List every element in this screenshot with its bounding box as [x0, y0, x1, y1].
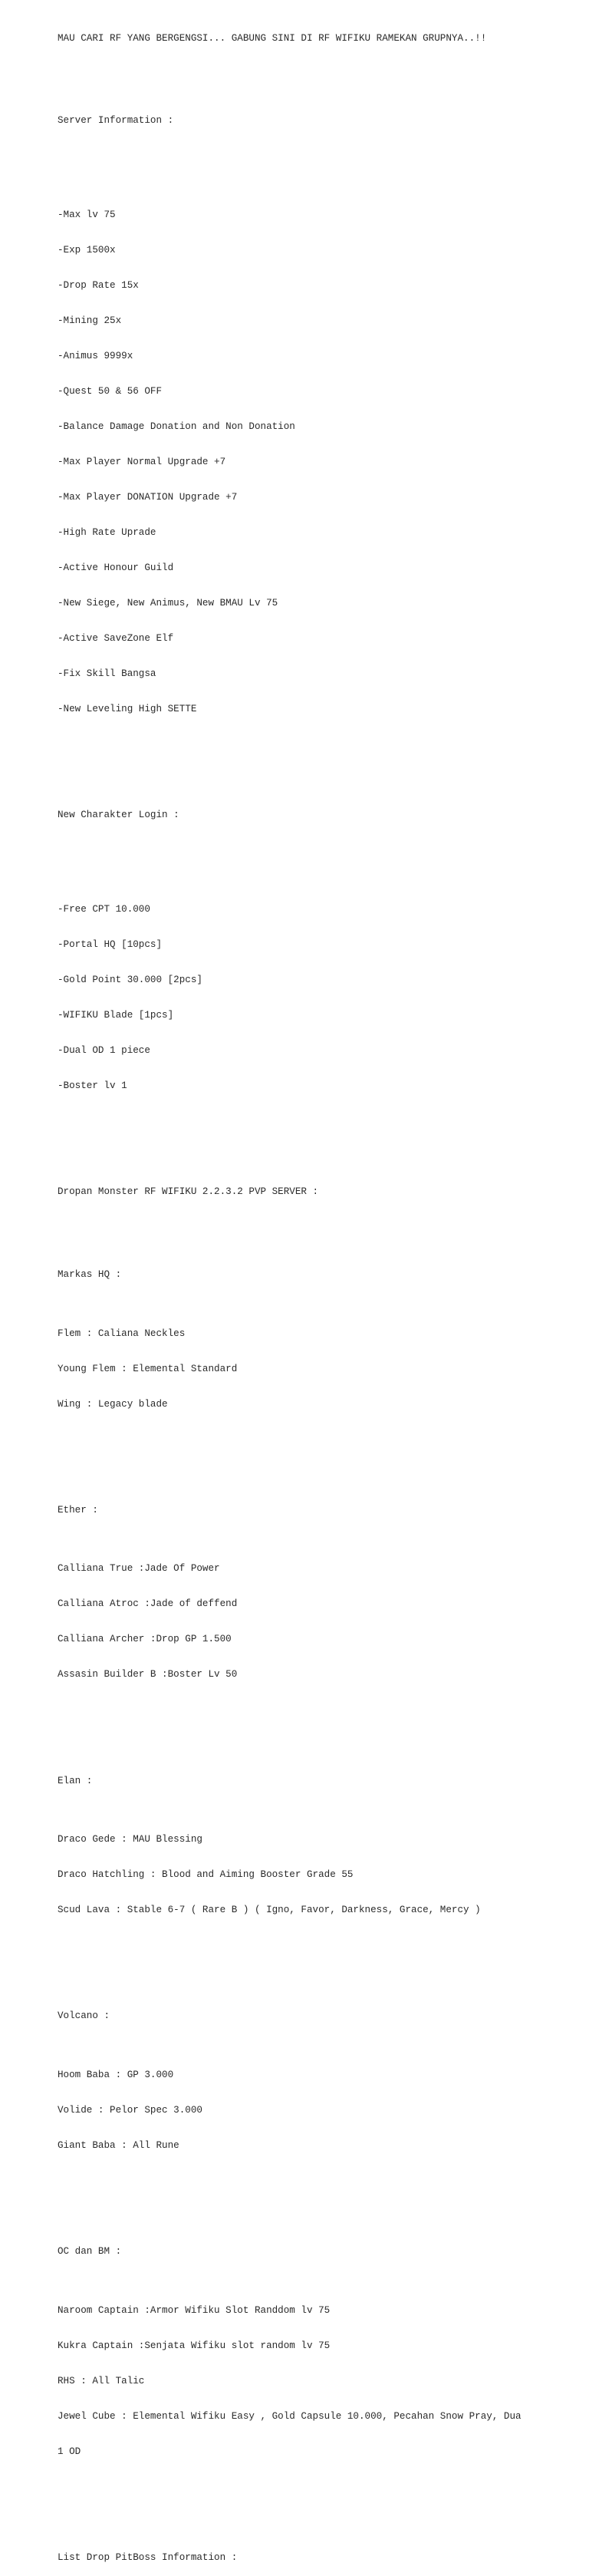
login-item: -WIFIKU Blade [1pcs] [58, 1010, 174, 1021]
drop-item: Giant Baba : All Rune [58, 2140, 179, 2152]
drop-item: Calliana Archer :Drop GP 1.500 [58, 1634, 232, 1645]
elan-title: Elan : [58, 1775, 93, 1786]
drop-item: Hoom Baba : GP 3.000 [58, 2070, 174, 2081]
server-info-item: -Exp 1500x [58, 244, 116, 256]
server-info-title: Server Information : [58, 115, 174, 127]
spacer [58, 1457, 564, 1469]
drop-item: Young Flem : Elemental Standard [58, 1363, 238, 1374]
ether-title: Ether : [58, 1504, 98, 1516]
document-body [58, 9, 564, 2576]
markas-title: Markas HQ : [58, 1268, 122, 1280]
login-item: -Portal HQ [10pcs] [58, 939, 163, 951]
server-info-item: -Mining 25x [58, 315, 122, 326]
login-title: New Charakter Login : [58, 810, 179, 821]
drop-item: Draco Hatchling : Blood and Aiming Booster Grade 55 [58, 1869, 354, 1881]
drop-item: Calliana True :Jade Of Power [58, 1563, 220, 1575]
server-info-item: -Active SaveZone Elf [58, 633, 174, 645]
login-item: -Boster lv 1 [58, 1080, 127, 1092]
volcano-title: Volcano : [58, 2010, 110, 2022]
ether-list [58, 1540, 564, 1705]
drop-item: Scud Lava : Stable 6-7 ( Rare B ) ( Igno, Favor, Darkness, Grace, Mercy ) [58, 1905, 481, 1916]
elan-list [58, 1811, 564, 1941]
spacer [58, 2199, 564, 2211]
drop-item: Kukra Captain :Senjata Wifiku slot random lv 75 [58, 2340, 331, 2352]
server-info-item: -Max Player Normal Upgrade +7 [58, 457, 226, 468]
spacer [58, 763, 564, 774]
login-list [58, 880, 564, 1116]
dropan-title: Dropan Monster RF WIFIKU 2.2.3.2 PVP SERVER : [58, 1186, 319, 1198]
drop-item: Wing : Legacy blade [58, 1398, 168, 1410]
spacer [58, 1728, 564, 1740]
drop-item: Draco Gede : MAU Blessing [58, 1834, 202, 1845]
markas-list [58, 1304, 564, 1434]
login-item: -Dual OD 1 piece [58, 1045, 150, 1057]
drop-item: Calliana Atroc :Jade of deffend [58, 1598, 238, 1610]
spacer [58, 150, 564, 162]
drop-item: Naroom Captain :Armor Wifiku Slot Randdom lv 75 [58, 2305, 331, 2317]
server-info-item: -Animus 9999x [58, 350, 133, 361]
server-info-item: -Max lv 75 [58, 209, 116, 220]
spacer [58, 68, 564, 80]
spacer [58, 1964, 564, 1975]
drop-item: Jewel Cube : Elemental Wifiku Easy , Gold Capsule 10.000, Pecahan Snow Pray, Dua [58, 2411, 522, 2423]
drop-item: Volide : Pelor Spec 3.000 [58, 2105, 202, 2116]
server-info-item: -Max Player DONATION Upgrade +7 [58, 492, 238, 503]
pitboss-title: List Drop PitBoss Information : [58, 2552, 238, 2564]
spacer [58, 845, 564, 856]
drop-item: Assasin Builder B :Boster Lv 50 [58, 1669, 238, 1681]
server-info-item: -High Rate Uprade [58, 527, 156, 539]
drop-item: 1 OD [58, 2446, 81, 2458]
drop-item: Flem : Caliana Neckles [58, 1328, 186, 1339]
spacer [58, 1140, 564, 1151]
server-info-item: -Quest 50 & 56 OFF [58, 386, 163, 397]
server-info-item: -Drop Rate 15x [58, 279, 139, 291]
ocbm-list [58, 2281, 564, 2482]
drop-item: RHS : All Talic [58, 2376, 145, 2387]
spacer [58, 2505, 564, 2517]
server-info-item: -Balance Damage Donation and Non Donation [58, 421, 295, 433]
server-info-item: -New Siege, New Animus, New BMAU Lv 75 [58, 598, 278, 609]
login-item: -Free CPT 10.000 [58, 904, 150, 915]
server-info-item: -Active Honour Guild [58, 562, 174, 574]
header-text: MAU CARI RF YANG BERGENGSI... GABUNG SINI DI RF WIFIKU RAMEKAN GRUPNYA..!! [58, 32, 487, 44]
server-info-item: -Fix Skill Bangsa [58, 668, 156, 680]
server-info-item: -New Leveling High SETTE [58, 704, 197, 715]
ocbm-title: OC dan BM : [58, 2246, 122, 2258]
spacer [58, 1222, 564, 1233]
login-item: -Gold Point 30.000 [2pcs] [58, 975, 202, 986]
server-info-list [58, 186, 564, 739]
volcano-list [58, 2046, 564, 2175]
